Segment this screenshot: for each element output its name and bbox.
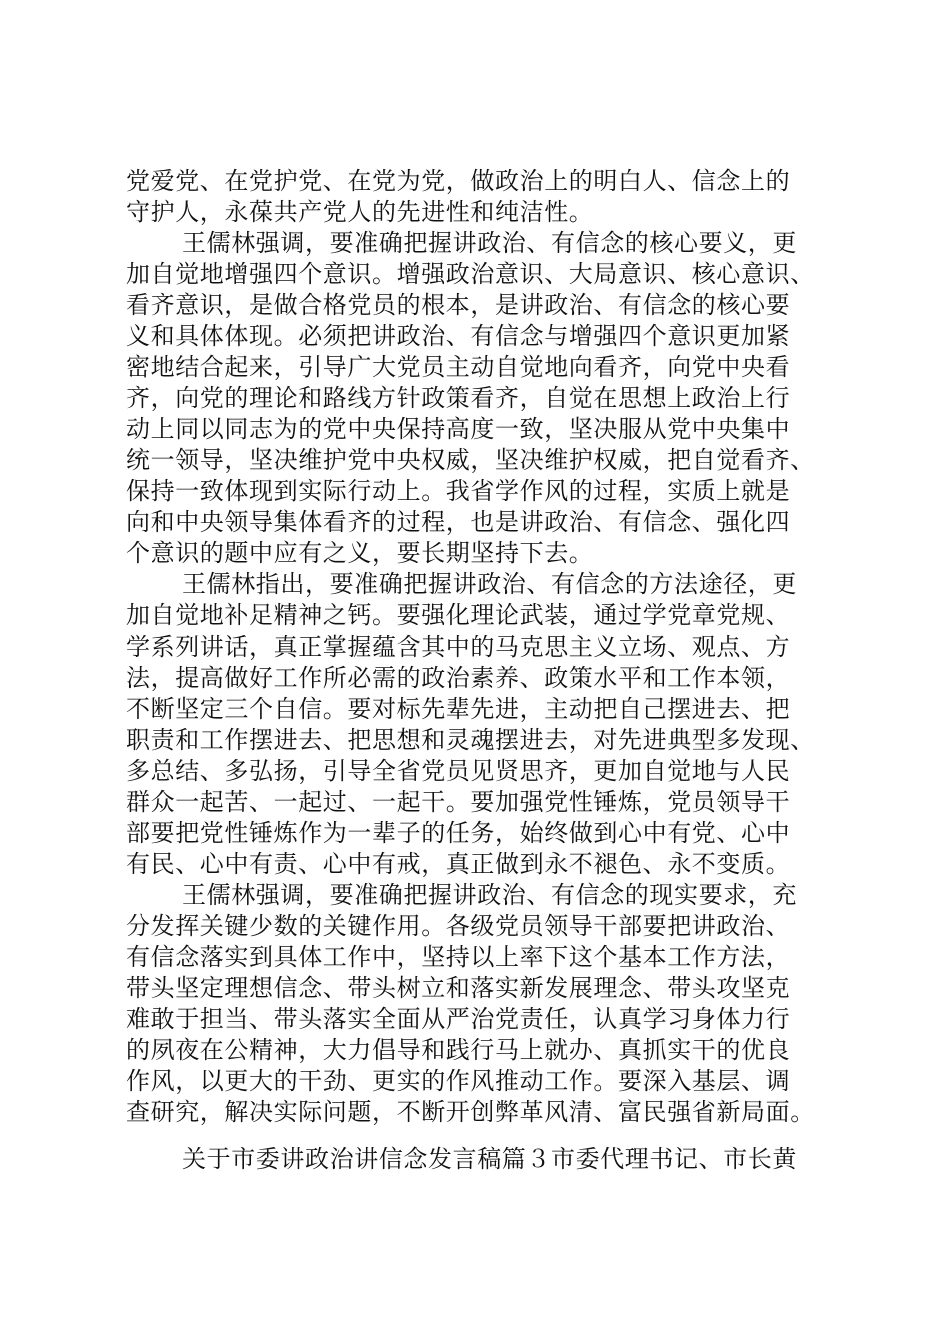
text-line: 难敢于担当、带头落实全面从严治党责任，认真学习身体力行 — [126, 1005, 791, 1033]
text-line: 动上同以同志为的党中央保持高度一致，坚决服从党中央集中 — [126, 415, 791, 443]
paragraph-start: 关于市委讲政治讲信念发言稿篇３市委代理书记、市长黄 — [182, 1145, 797, 1173]
text-line: 个意识的题中应有之义，要长期坚持下去。 — [126, 539, 594, 567]
text-line: 看齐意识，是做合格党员的根本，是讲政治、有信念的核心要 — [126, 291, 791, 319]
text-line: 有信念落实到具体工作中，坚持以上率下这个基本工作方法， — [126, 943, 791, 971]
text-line: 分发挥关键少数的关键作用。各级党员领导干部要把讲政治、 — [126, 912, 791, 940]
text-line: 查研究，解决实际问题，不断开创弊革风清、富民强省新局面。 — [126, 1098, 815, 1126]
text-line: 统一领导，坚决维护党中央权威，坚决维护权威，把自觉看齐、 — [126, 446, 815, 474]
text-line: 作风，以更大的干劲、更实的作风推动工作。要深入基层、调 — [126, 1067, 791, 1095]
text-line: 不断坚定三个自信。要对标先辈先进，主动把自己摆进去、把 — [126, 695, 791, 723]
text-line: 有民、心中有责、心中有戒，真正做到永不褪色、永不变质。 — [126, 850, 791, 878]
text-line: 群众一起苦、一起过、一起干。要加强党性锤炼，党员领导干 — [126, 788, 791, 816]
text-line: 党爱党、在党护党、在党为党，做政治上的明白人、信念上的 — [126, 167, 791, 195]
text-line: 职责和工作摆进去、把思想和灵魂摆进去，对先进典型多发现、 — [126, 726, 815, 754]
text-line: 带头坚定理想信念、带头树立和落实新发展理念、带头攻坚克 — [126, 974, 791, 1002]
text-line: 密地结合起来，引导广大党员主动自觉地向看齐，向党中央看 — [126, 353, 791, 381]
text-line: 部要把党性锤炼作为一辈子的任务，始终做到心中有党、心中 — [126, 819, 791, 847]
text-line: 学系列讲话，真正掌握蕴含其中的马克思主义立场、观点、方 — [126, 633, 791, 661]
text-line: 保持一致体现到实际行动上。我省学作风的过程，实质上就是 — [126, 477, 791, 505]
text-line: 法，提高做好工作所必需的政治素养、政策水平和工作本领， — [126, 664, 791, 692]
text-line: 守护人，永葆共产党人的先进性和纯洁性。 — [126, 198, 594, 226]
text-line: 向和中央领导集体看齐的过程，也是讲政治、有信念、强化四 — [126, 508, 791, 536]
paragraph-start: 王儒林指出，要准确把握讲政治、有信念的方法途径，更 — [182, 570, 797, 598]
paragraph-start: 王儒林强调，要准确把握讲政治、有信念的现实要求，充 — [182, 881, 797, 909]
text-line: 齐，向党的理论和路线方针政策看齐，自觉在思想上政治上行 — [126, 384, 791, 412]
text-line: 多总结、多弘扬，引导全省党员见贤思齐，更加自觉地与人民 — [126, 757, 791, 785]
paragraph-start: 王儒林强调，要准确把握讲政治、有信念的核心要义，更 — [182, 229, 797, 257]
text-line: 的夙夜在公精神，大力倡导和践行马上就办、真抓实干的优良 — [126, 1036, 791, 1064]
text-line: 加自觉地补足精神之钙。要强化理论武装，通过学党章党规、 — [126, 601, 791, 629]
text-line: 义和具体体现。必须把讲政治、有信念与增强四个意识更加紧 — [126, 322, 791, 350]
text-line: 加自觉地增强四个意识。增强政治意识、大局意识、核心意识、 — [126, 260, 815, 288]
